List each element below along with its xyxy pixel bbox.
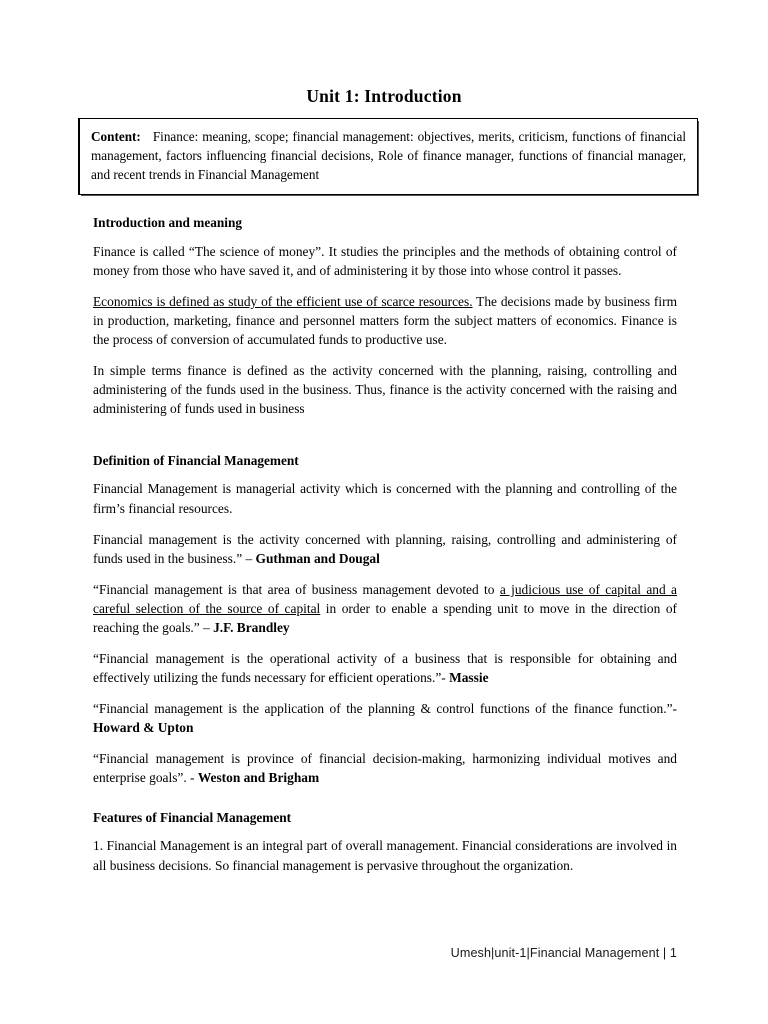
page-title: Unit 1: Introduction	[306, 86, 462, 106]
paragraph-finance-science-of-money: Finance is called “The science of money”. It studies the principles and the methods of obtaining control of money from those who have saved it, and of administering it by those into whose control it passes.	[93, 243, 677, 278]
definition-managerial-activity: Financial Management is managerial activity which is concerned with the planning and controlling of the firm’s financial resources.	[93, 481, 677, 516]
section-spacer-1	[93, 430, 677, 452]
author-massie: Massie	[449, 669, 489, 685]
content-summary-text	[91, 127, 686, 184]
heading-definition-of-financial-management: Definition of Financial Management	[93, 452, 299, 468]
author-jf-brandley: J.F. Brandley	[213, 619, 290, 635]
economics-definition-rest: The decisions made by business firm in production, marketing, finance and personnel matters form the subject matters of economics. Finance is the process of conversion of accumulated funds to productive use.	[93, 293, 677, 347]
author-howard-and-upton: Howard & Upton	[93, 719, 194, 735]
definition-guthman-dougal	[93, 530, 677, 568]
definition-brandley-pre: “Financial management is that area of business management devoted to	[93, 581, 500, 597]
content-body-text: Finance: meaning, scope; financial management: objectives, merits, criticism, functions of financial management, factors influencing financial decisions, Role of finance manager, functions of financial manager, and recent trends in Financial Management	[91, 129, 686, 182]
definition-guthman-dougal-text: Financial management is the activity concerned with planning, raising, controlling and administering of funds used in the business.” –	[93, 531, 677, 566]
definition-massie-text: “Financial management is the operational activity of a business that is responsible for obtaining and effectively utilizing the funds necessary for efficient operations.”-	[93, 650, 677, 685]
section-spacer-2	[93, 787, 677, 809]
definition-massie	[93, 649, 677, 687]
underlined-economics-definition: Economics is defined as study of the efficient use of scarce resources.	[93, 293, 473, 309]
heading-introduction-and-meaning: Introduction and meaning	[93, 215, 243, 230]
feature-item-1: 1. Financial Management is an integral part of overall management. Financial considerations are involved in all business decisions. So financial management is pervasive throughout the organization.	[93, 838, 677, 873]
content-summary-box	[78, 118, 698, 195]
author-guthman-and-dougal: Guthman and Dougal	[255, 550, 380, 566]
content-label: Content:	[91, 129, 141, 144]
heading-features-of-financial-management: Features of Financial Management	[93, 809, 292, 825]
definition-brandley-post: in order to enable a spending unit to move in the direction of reaching the goals.” –	[93, 600, 677, 635]
underlined-judicious-use-of-capital: a judicious use of capital and a careful selection of the source of capital	[93, 581, 677, 616]
document-body	[93, 214, 677, 875]
definition-howard-upton	[93, 699, 677, 737]
definition-brandley	[93, 580, 677, 637]
definition-weston-brigham	[93, 749, 677, 787]
paragraph-economics-definition	[93, 292, 677, 349]
definition-weston-brigham-text: “Financial management is province of financial decision-making, harmonizing individual motives and enterprise goals”. -	[93, 750, 677, 785]
definition-howard-upton-text: “Financial management is the application of the planning & control functions of the finance function.”-	[93, 700, 677, 716]
author-weston-and-brigham: Weston and Brigham	[197, 769, 320, 785]
page-footer: Umesh|unit-1|Financial Management | 1	[450, 946, 677, 960]
paragraph-simple-terms-finance: In simple terms finance is defined as the activity concerned with the planning, raising, controlling and administering of the funds used in the business. Thus, finance is the activity concerned with the raising and administering of funds used in business	[93, 362, 677, 416]
